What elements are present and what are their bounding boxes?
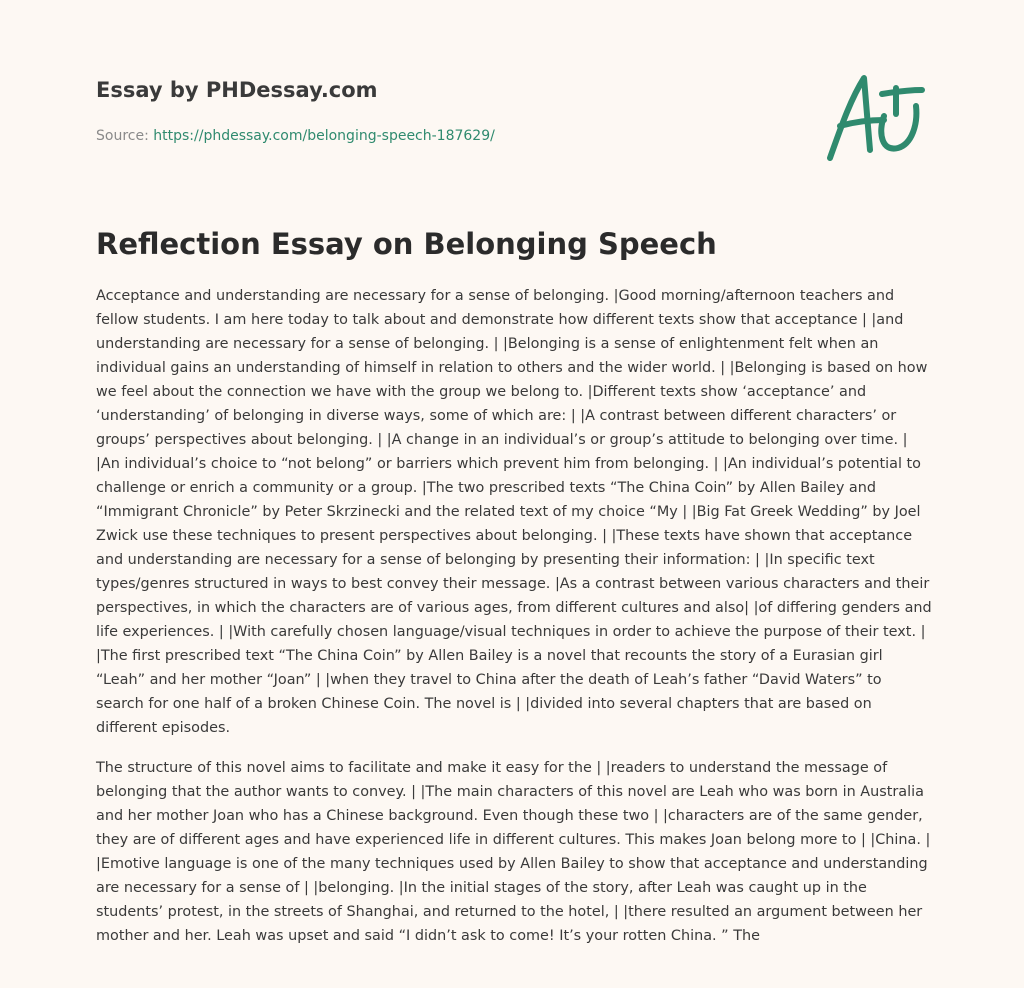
essay-title: Reflection Essay on Belonging Speech: [96, 227, 717, 261]
source-line: [96, 126, 796, 146]
source-label: Source:: [96, 128, 154, 144]
essay-paragraph: The structure of this novel aims to facilitate and make it easy for the | |readers to understand the message of belonging that the author wants to convey. | |The main characters of this novel are Leah who was born in Australia and her mother Joan who has a Chinese background. Even though these two | |characters are of the same gender, they are of different ages and have experienced life in different cultures. This makes Joan belong more to | |China. | |Emotive language is one of the many techniques used by Allen Bailey to show that acceptance and understanding are necessary for a sense of | |belonging. |In the initial stages of the story, after Leah was caught up in the students’ protest, in the streets of Shanghai, and returned to the hotel, | |there resulted an argument between her mother and her. Leah was upset and said “I didn’t ask to come! It’s your rotten China. ” The: [96, 760, 931, 944]
source-link[interactable]: https://phdessay.com/belonging-speech-187629/: [153, 128, 495, 144]
document-header: [96, 76, 796, 146]
essay-body: [96, 284, 932, 964]
site-brand: Essay by PHDessay.com: [96, 78, 378, 102]
a-plus-grade-icon: [818, 64, 930, 164]
essay-paragraph: Acceptance and understanding are necessary for a sense of belonging. |Good morning/afternoon teachers and fellow students. I am here today to talk about and demonstrate how different texts show that acceptance | |and understanding are necessary for a sense of belonging. | |Belonging is a sense of enlightenment felt when an individual gains an understanding of himself in relation to others and the wider world. | |Belonging is based on how we feel about the connection we have with the group we belong to. |Different texts show ‘acceptance’ and ‘understanding’ of belonging in diverse ways, some of which are: | |A contrast between different characters’ or groups’ perspectives about belonging. | |A change in an individual’s or group’s attitude to belonging over time. | |An individual’s choice to “not belong” or barriers which prevent him from belonging. | |An individual’s potential to challenge or enrich a community or a group. |The two prescribed texts “The China Coin” by Allen Bailey and “Immigrant Chronicle” by Peter Skrzinecki and the related text of my choice “My | |Big Fat Greek Wedding” by Joel Zwick use these techniques to present perspectives about belonging. | |These texts have shown that acceptance and understanding are necessary for a sense of belonging by presenting their information: | |In specific text types/genres structured in ways to best convey their message. |As a contrast between various characters and their perspectives, in which the characters are of various ages, from different cultures and also| |of differing genders and life experiences. | |With carefully chosen language/visual techniques in order to achieve the purpose of their text. | |The first prescribed text “The China Coin” by Allen Bailey is a novel that recounts the story of a Eurasian girl “Leah” and her mother “Joan” | |when they travel to China after the death of Leah’s father “David Waters” to search for one half of a broken Chinese Coin. The novel is | |divided into several chapters that are based on different episodes.: [96, 288, 932, 736]
